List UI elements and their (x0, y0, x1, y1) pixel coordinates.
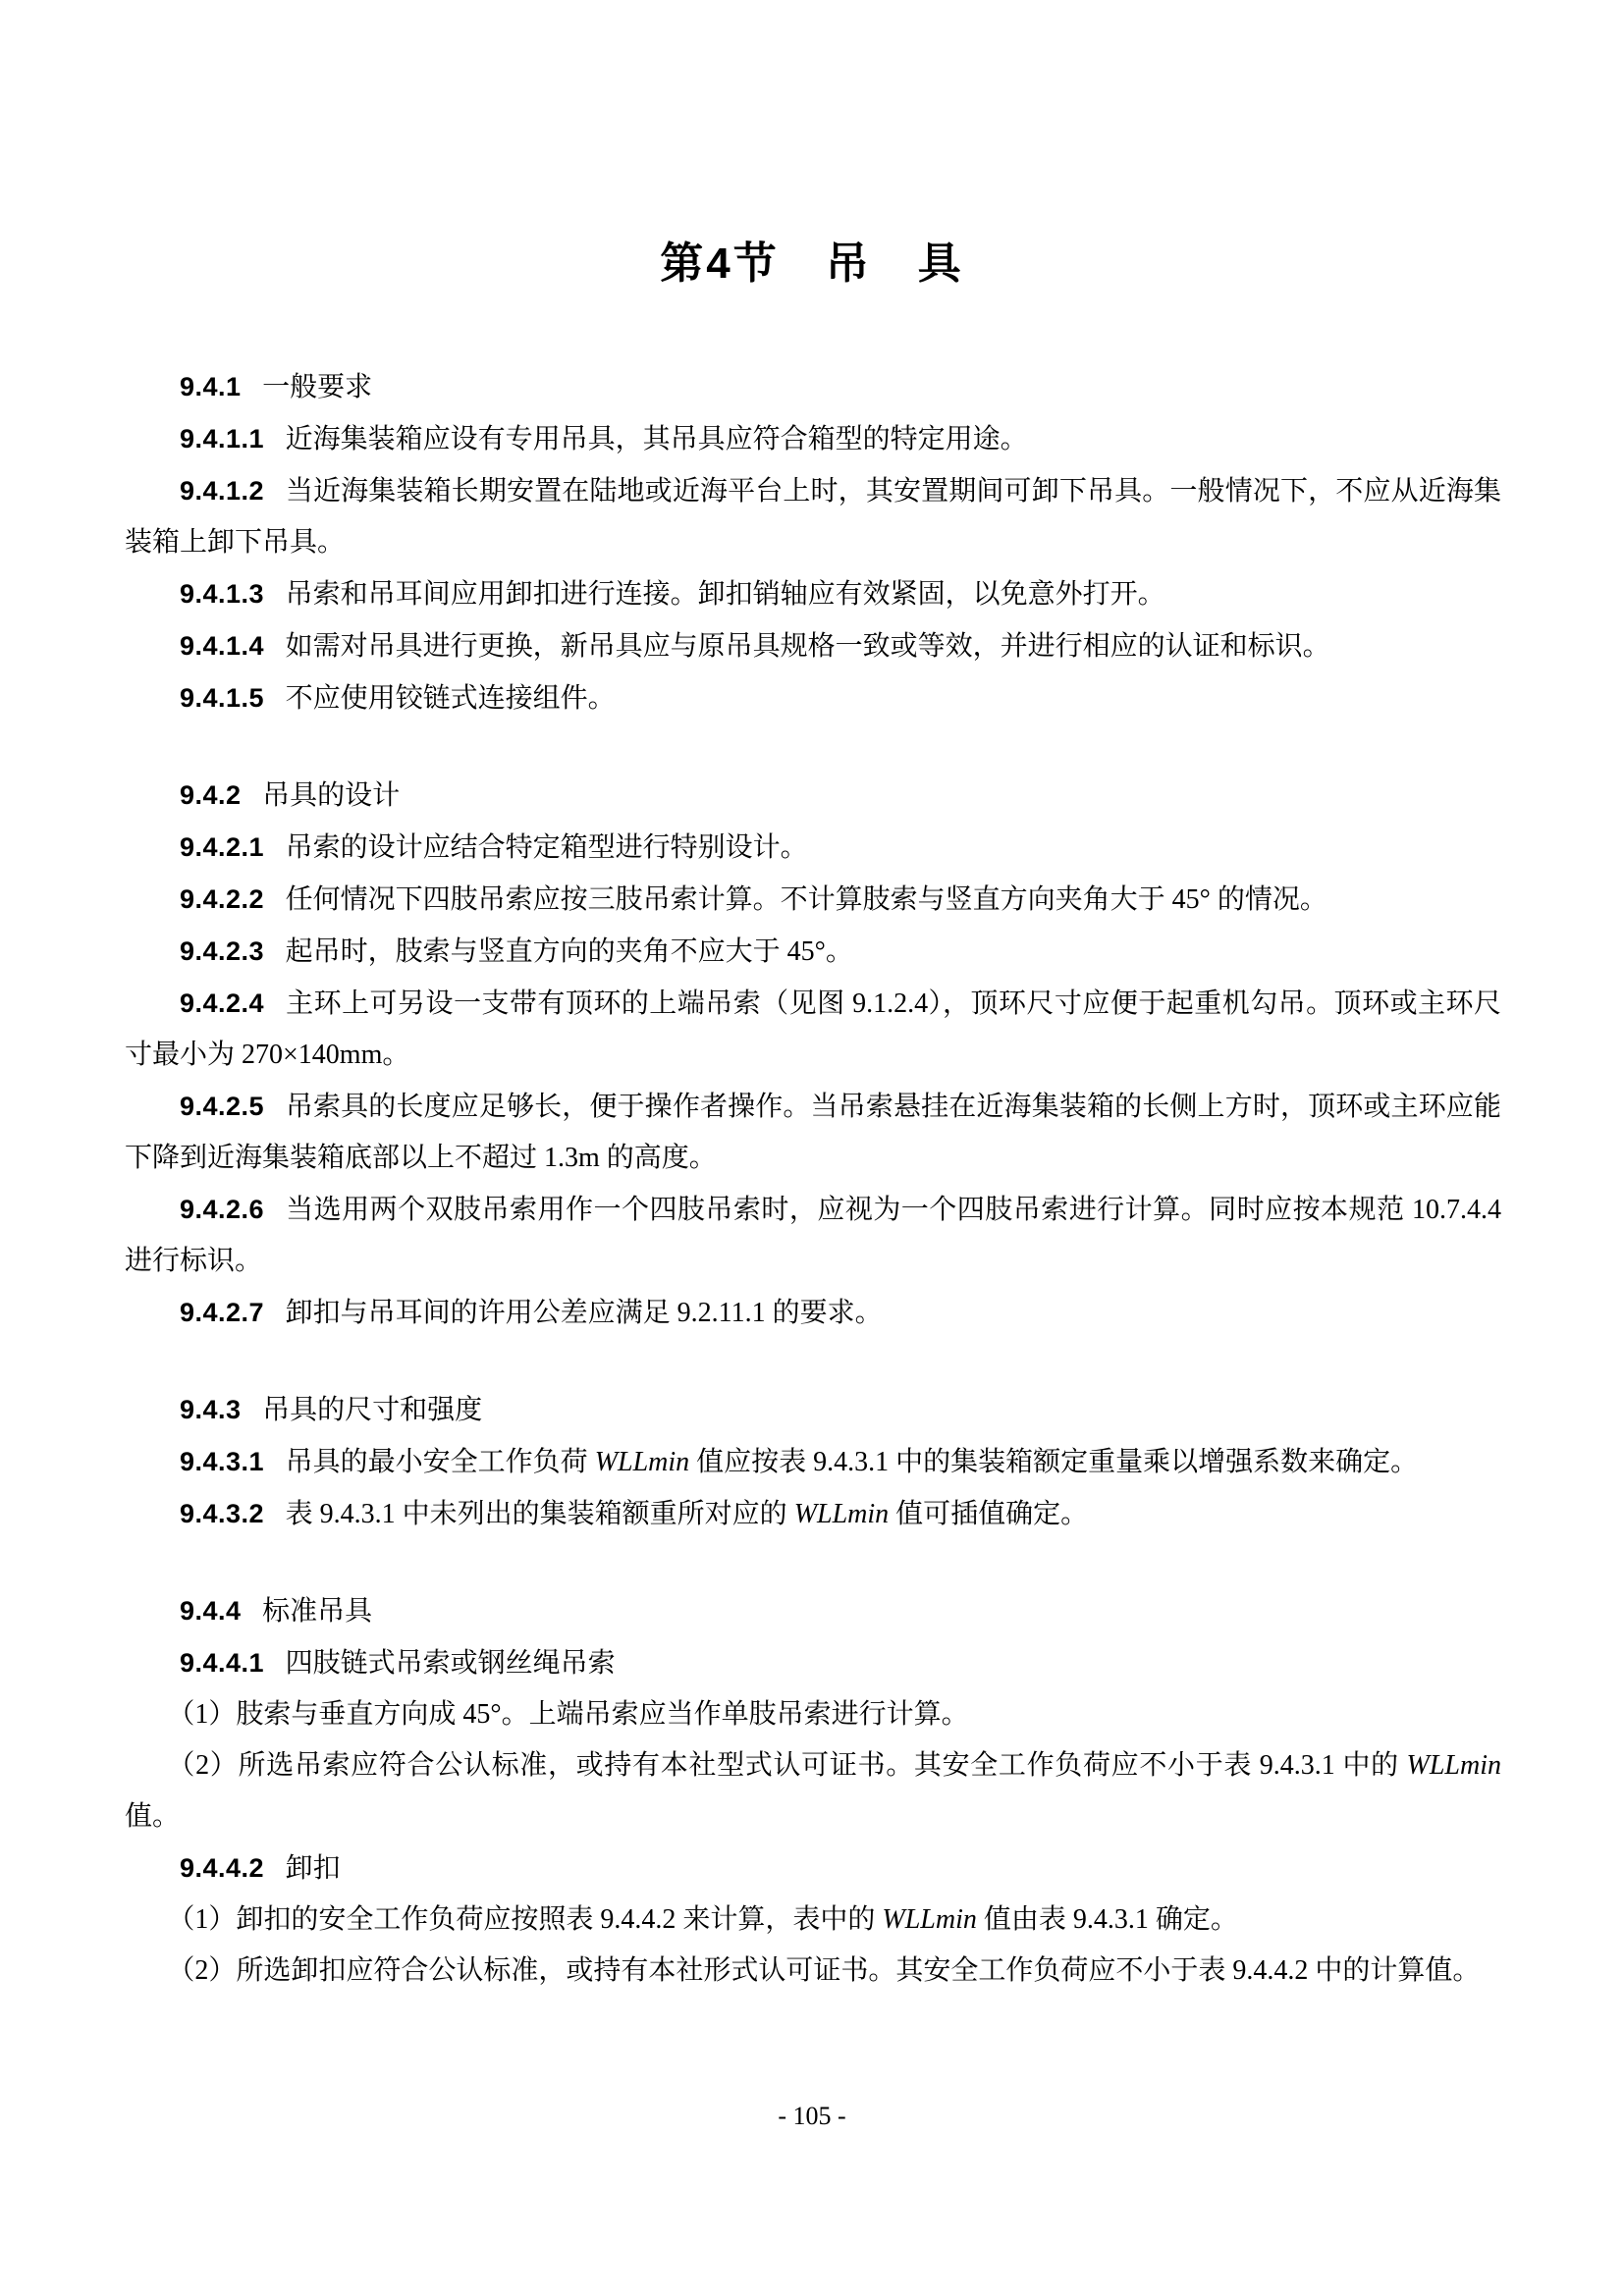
clause-number: 9.4.1.1 (180, 424, 265, 454)
clause-text: 吊具的最小安全工作负荷 (285, 1447, 595, 1477)
clause-text: 主环上可另设一支带有顶环的上端吊索（见图 9.1.2.4），顶环尺寸应便于起重机勾吊。顶环或主环尺寸最小为 270×140mm。 (125, 988, 1501, 1070)
clause-number: 9.4.2.2 (180, 884, 265, 914)
clause-text: 吊索和吊耳间应用卸扣进行连接。卸扣销轴应有效紧固，以免意外打开。 (285, 579, 1165, 610)
clause (125, 620, 1501, 672)
clause (125, 978, 1501, 1081)
clause-text: 起吊时，肢索与竖直方向的夹角不应大于 45°。 (285, 936, 853, 967)
clause-text: 吊索具的长度应足够长，便于操作者操作。当吊索悬挂在近海集装箱的长侧上方时，顶环或主环应能下降到近海集装箱底部以上不超过 1.3m 的高度。 (125, 1092, 1501, 1173)
clause-number: 9.4.4 (180, 1596, 242, 1626)
clause-text: 卸扣与吊耳间的许用公差应满足 9.2.11.1 的要求。 (285, 1298, 883, 1328)
section-heading (125, 1585, 1501, 1637)
heading-text: 一般要求 (262, 372, 373, 402)
clause-text: 如需对吊具进行更换，新吊具应与原吊具规格一致或等效，并进行相应的认证和标识。 (285, 631, 1330, 662)
clause-text: （1）卸扣的安全工作负荷应按照表 9.4.4.2 来计算，表中的 (167, 1904, 883, 1935)
clause-text: 值由表 9.4.3.1 确定。 (976, 1904, 1238, 1935)
clause-number: 9.4.3 (180, 1395, 242, 1424)
wllmin-symbol: WLLmin (1406, 1750, 1501, 1781)
wllmin-symbol: WLLmin (882, 1904, 977, 1935)
section-9-4-3 (125, 1384, 1501, 1540)
clause (125, 413, 1501, 465)
page-number: - 105 - (778, 2102, 846, 2130)
clause-number: 9.4.2.6 (180, 1195, 265, 1224)
clause-text: 当选用两个双肢吊索用作一个四肢吊索时，应视为一个四肢吊索进行计算。同时应按本规范 10.7.4.4 进行标识。 (125, 1195, 1501, 1276)
section-heading (125, 1384, 1501, 1436)
clause-number: 9.4.2 (180, 780, 242, 810)
heading-text: 吊具的尺寸和强度 (262, 1395, 483, 1425)
clause-number: 9.4.2.4 (180, 988, 265, 1018)
clause (125, 822, 1501, 874)
clause (125, 672, 1501, 724)
clause-text: 当近海集装箱长期安置在陆地或近海平台上时，其安置期间可卸下吊具。一般情况下，不应从近海集装箱上卸下吊具。 (125, 476, 1501, 558)
clause (125, 1436, 1501, 1488)
clause (125, 1287, 1501, 1339)
clause-number: 9.4.1 (180, 372, 242, 401)
clause-text: 近海集装箱应设有专用吊具，其吊具应符合箱型的特定用途。 (285, 424, 1028, 454)
clause-text: 值应按表 9.4.3.1 中的集装箱额定重量乘以增强系数来确定。 (689, 1447, 1419, 1477)
clause-number: 9.4.2.1 (180, 832, 265, 862)
heading-text: 标准吊具 (262, 1596, 373, 1627)
clause-number: 9.4.3.1 (180, 1447, 265, 1476)
clause-text: 值可插值确定。 (889, 1499, 1089, 1529)
clause-text: 任何情况下四肢吊索应按三肢吊索计算。不计算肢索与竖直方向夹角大于 45° 的情况。 (285, 884, 1327, 915)
wllmin-symbol: WLLmin (594, 1447, 690, 1477)
clause-number: 9.4.1.4 (180, 631, 265, 661)
heading-text: 卸扣 (285, 1853, 341, 1884)
list-item (125, 1895, 1501, 1946)
clause (125, 1184, 1501, 1287)
clause-number: 9.4.1.3 (180, 579, 265, 609)
document-body (125, 361, 1501, 1997)
sub-heading (125, 1842, 1501, 1895)
clause-text: （2）所选吊索应符合公认标准，或持有本社型式认可证书。其安全工作负荷应不小于表 9.4.3.1 中的 (167, 1750, 1407, 1781)
section-heading (125, 770, 1501, 822)
list-item (125, 1740, 1501, 1842)
heading-text: 吊具的设计 (262, 780, 401, 811)
clause-number: 9.4.1.2 (180, 476, 265, 506)
wllmin-symbol: WLLmin (793, 1499, 890, 1529)
clause-number: 9.4.2.3 (180, 936, 265, 966)
clause-number: 9.4.2.5 (180, 1092, 265, 1121)
clause-text: （1）肢索与垂直方向成 45°。上端吊索应当作单肢吊索进行计算。 (167, 1699, 969, 1730)
clause-number: 9.4.4.2 (180, 1853, 265, 1883)
section-heading (125, 361, 1501, 413)
clause-number: 9.4.4.1 (180, 1648, 265, 1678)
sub-heading (125, 1637, 1501, 1689)
section-9-4-1 (125, 361, 1501, 724)
clause-text: 不应使用铰链式连接组件。 (285, 683, 616, 714)
clause (125, 926, 1501, 978)
clause-number: 9.4.2.7 (180, 1298, 265, 1327)
section-9-4-4 (125, 1585, 1501, 1997)
clause-text: 吊索的设计应结合特定箱型进行特别设计。 (285, 832, 808, 863)
clause-text: （2）所选卸扣应符合公认标准，或持有本社形式认可证书。其安全工作负荷应不小于表 9.4.4.2 中的计算值。 (167, 1955, 1481, 1986)
list-item (125, 1689, 1501, 1740)
clause (125, 874, 1501, 926)
clause (125, 568, 1501, 620)
clause (125, 1488, 1501, 1540)
heading-text: 四肢链式吊索或钢丝绳吊索 (285, 1648, 616, 1679)
clause (125, 1081, 1501, 1184)
document-title: 第4节 吊 具 (660, 240, 964, 288)
section-9-4-2 (125, 770, 1501, 1339)
clause-number: 9.4.3.2 (180, 1499, 265, 1528)
clause-number: 9.4.1.5 (180, 683, 265, 713)
clause-text: 值。 (125, 1801, 181, 1832)
clause (125, 465, 1501, 568)
clause-text: 表 9.4.3.1 中未列出的集装箱额重所对应的 (285, 1499, 794, 1529)
list-item (125, 1946, 1501, 1997)
